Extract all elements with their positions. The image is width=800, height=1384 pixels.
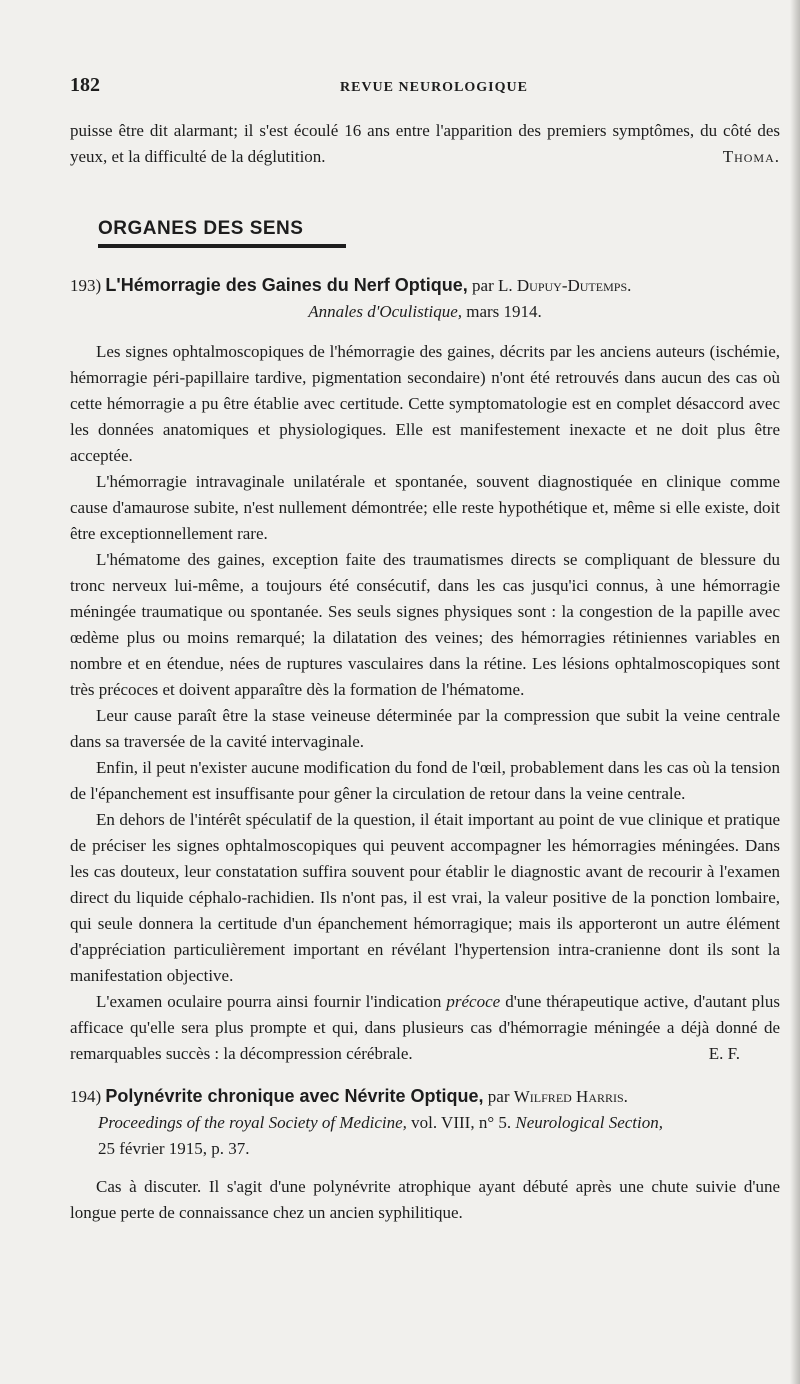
entry-193-par: par	[472, 276, 494, 295]
entry-193-paragraph-5: Enfin, il peut n'exister aucune modification du fond de l'œil, probablement dans les cas où la tension de l'épanchement est insuffisante pour gêner la circulation de retour dans la veine centrale.	[70, 758, 780, 803]
entry-193-p7-after: d'une thérapeutique active, d'autant plus afficace qu'elle sera plus prompte et qui, dans plusieurs cas d'hémorragie méningée a déjà donné de remarquables succès : la décompression cérébrale.	[70, 992, 780, 1063]
entry-194-title: Polynévrite chronique avec Névrite Optique,	[105, 1086, 484, 1106]
intro-signature: Thoma.	[722, 147, 780, 166]
entry-194-source	[70, 1110, 780, 1136]
entry-194-paragraph-1: Cas à discuter. Il s'agit d'une polynévrite atrophique ayant débuté après une chute suivie d'une longue perte de connaissance chez un ancien syphilitique.	[70, 1177, 780, 1222]
entry-194-journal: Proceedings of the royal Society of Medicine,	[98, 1113, 407, 1132]
entry-193-date: mars 1914.	[466, 302, 542, 321]
entry-193-signature: E. F.	[708, 1044, 740, 1063]
intro-text: puisse être dit alarmant; il s'est écoulé 16 ans entre l'apparition des premiers symptômes, du côté des yeux, et la difficulté de la déglutition.	[70, 121, 780, 166]
page-number: 182	[70, 74, 100, 96]
entry-193-p7-before: L'examen oculaire pourra ainsi fournir l'indication	[96, 992, 442, 1011]
intro-paragraph	[70, 118, 780, 170]
running-head: REVUE NEUROLOGIQUE	[340, 80, 528, 95]
entry-194-author: Wilfred Harris.	[513, 1087, 628, 1106]
entry-194-heading	[70, 1083, 780, 1110]
entry-194-number: 194)	[70, 1087, 102, 1106]
entry-193-source	[70, 299, 780, 325]
entry-193-paragraph-7	[70, 989, 780, 1067]
page-body	[70, 118, 780, 1226]
entry-193-paragraph-6: En dehors de l'intérêt spéculatif de la question, il était important au point de vue clinique et pratique de préciser les signes ophtalmoscopiques qui peuvent accompagner les hémorragies méningées. Dans les cas douteux, leur constatation suffira souvent pour établir le diagnostic avant de recourir à l'examen direct du liquide céphalo-rachidien. Ils n'ont pas, il est vrai, la valeur positive de la ponction lombaire, qui seule donnera la certitude d'un épanchement hémorragique; mais ils apporteront un autre élément d'appréciation particulièrement important en révélant l'hypertension intra-cranienne dont ils sont la manifestation objective.	[70, 810, 780, 985]
entry-193-number: 193)	[70, 276, 102, 295]
entry-193-p7-italic: précoce	[446, 992, 501, 1011]
entry-194-date: 25 février 1915, p. 37.	[98, 1139, 250, 1158]
page-edge-shadow	[790, 0, 800, 1384]
spacer	[70, 1067, 780, 1083]
entry-193-paragraph-1: Les signes ophtalmoscopiques de l'hémorragie des gaines, décrits par les anciens auteurs (ischémie, hémorragie péri-papillaire tardive, pigmentation secondaire) n'ont été retrouvés dans aucun des cas où cette hémorragie a pu être établie avec certitude. Cette symptomatologie est en complet désaccord avec les données anatomiques et physiologiques. Elle est manifestement inexacte et ne doit plus être acceptée.	[70, 342, 780, 465]
section-heading	[98, 216, 780, 248]
entry-193-paragraph-3: L'hématome des gaines, exception faite des traumatismes directs se compliquant de blessure du tronc nerveux lui-même, a toujours été consécutif, dans les cas jusqu'ici connus, à une hémorragie méningée traumatique ou spontanée. Ses seuls signes physiques sont : la congestion de la papille avec œdème plus ou moins remarqué; la dilatation des veines; des hémorragies rétiniennes variables en nombre et en étendue, nées de ruptures vasculaires dans la rétine. Les lésions ophtalmoscopiques sont très précoces et doivent apparaître dès la formation de l'hématome.	[70, 550, 780, 699]
entry-193-paragraph-4: Leur cause paraît être la stase veineuse déterminée par la compression que subit la veine centrale dans sa traversée de la cavité intervaginale.	[70, 706, 780, 751]
section-title: ORGANES DES SENS	[98, 218, 304, 239]
entry-193-title: L'Hémorragie des Gaines du Nerf Optique,	[105, 275, 468, 295]
entry-194-volume: vol. VIII, n° 5.	[411, 1113, 512, 1132]
entry-193-heading	[70, 272, 780, 299]
entry-193-author: L. Dupuy-Dutemps.	[498, 276, 632, 295]
entry-194-journal-section: Neurological Section,	[515, 1113, 663, 1132]
entry-193-journal: Annales d'Oculistique,	[308, 302, 462, 321]
entry-194-par: par	[487, 1087, 510, 1106]
page-header	[70, 74, 780, 104]
section-rule	[98, 244, 346, 248]
entry-193-paragraph-2: L'hémorragie intravaginale unilatérale et spontanée, souvent diagnostiquée en clinique comme cause d'amaurose subite, n'est nullement démontrée; elle reste hypothétique et, même si elle existe, doit être exceptionnellement rare.	[70, 472, 780, 543]
